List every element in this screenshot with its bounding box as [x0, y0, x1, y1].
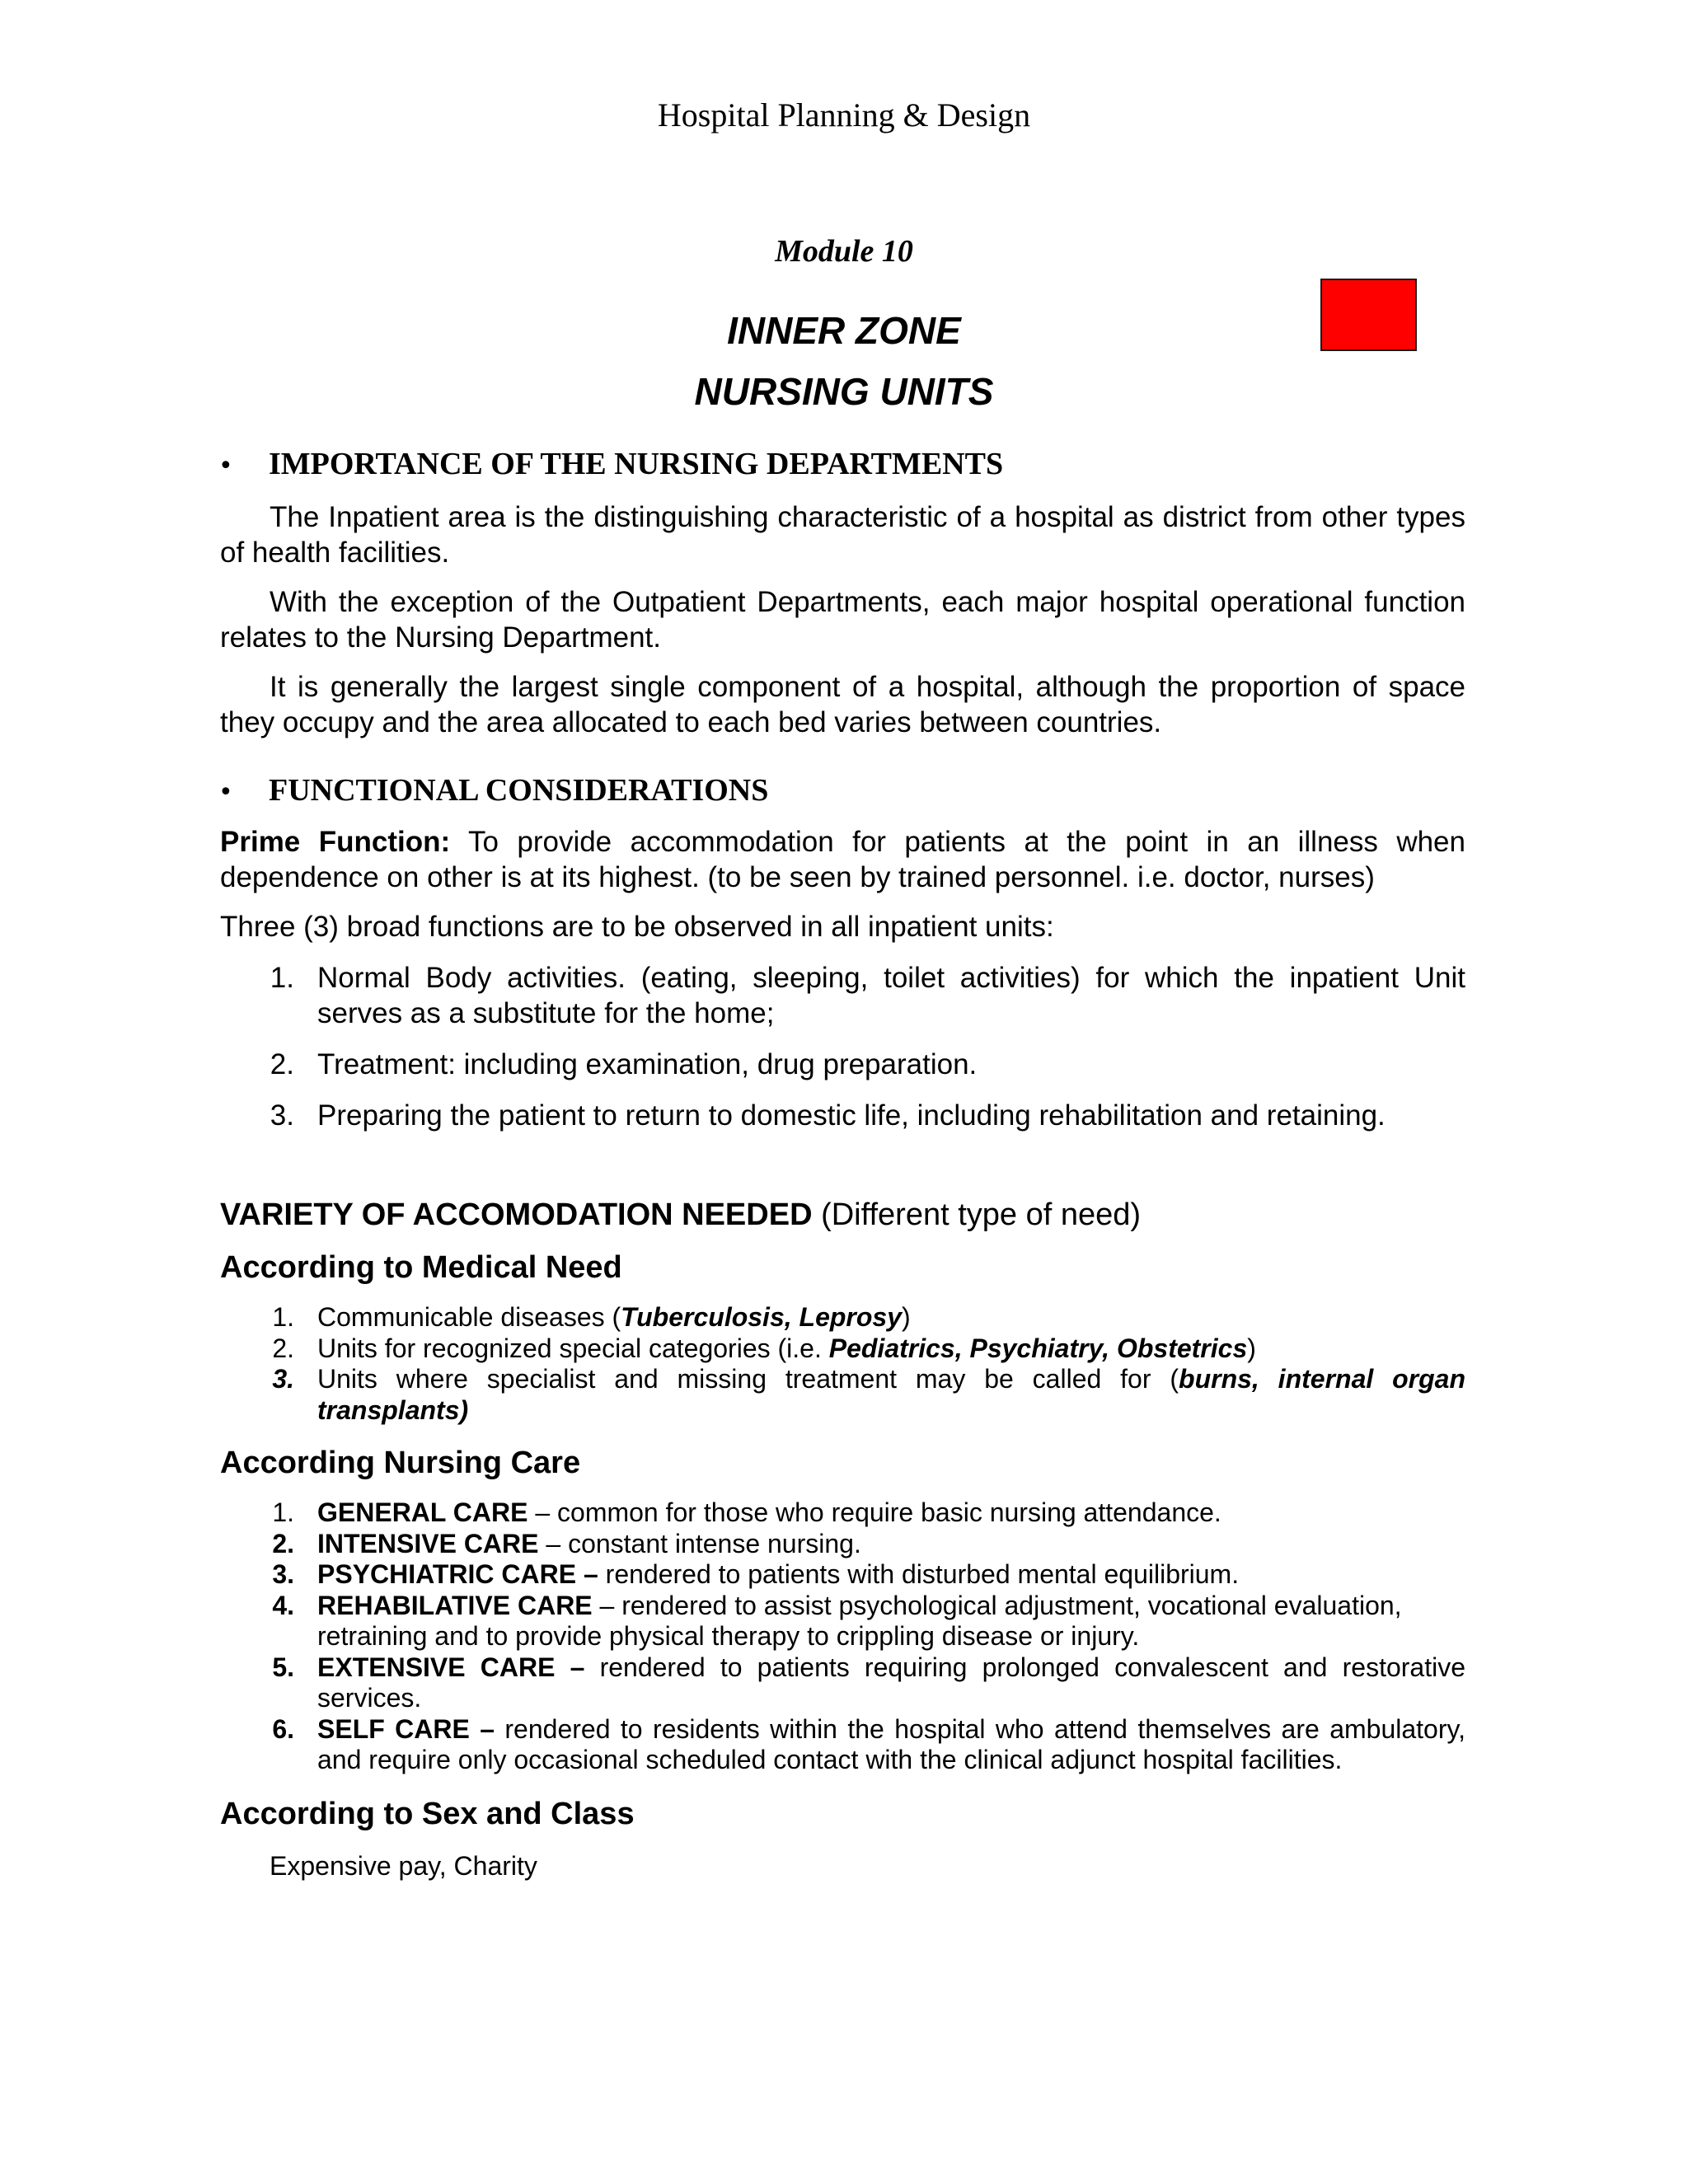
care-description: rendered to residents within the hospital who attend themselves are ambulatory, and require only occasional scheduled contact with the clinical adjunct hospital facilities. [317, 1713, 1466, 1774]
list-text [317, 1591, 1465, 1652]
list-text: Normal Body activities. (eating, sleeping, toilet activities) for which the inpatient Unit serves as a substitute for the home; [317, 962, 1465, 1029]
sex-class-heading: According to Sex and Class [220, 1797, 635, 1831]
sex-class-text: Expensive pay, Charity [270, 1851, 537, 1881]
list-item [220, 1529, 1465, 1560]
list-number: 3. [270, 1099, 294, 1132]
broad-functions-list [220, 960, 1465, 1149]
list-text [317, 1364, 1465, 1426]
care-label: GENERAL CARE [317, 1497, 528, 1527]
list-number: 2. [270, 1048, 294, 1080]
list-item [220, 1047, 1465, 1082]
care-label: INTENSIVE CARE [317, 1528, 539, 1558]
list-text [317, 1529, 1465, 1560]
functions-intro: Three (3) broad functions are to be observed in all inpatient units: [220, 911, 1054, 943]
section-heading-importance [218, 446, 1003, 482]
bullet-icon: • [218, 778, 233, 807]
module-label: Module 10 [775, 234, 913, 269]
list-item [220, 1591, 1465, 1652]
importance-paragraph: With the exception of the Outpatient Departments, each major hospital operational function relates to the Nursing Department. [220, 586, 1465, 654]
list-number: 6. [272, 1713, 294, 1744]
list-text-part: ) [1247, 1333, 1256, 1363]
list-text-emphasis: Tuberculosis, Leprosy [621, 1302, 902, 1332]
list-item [220, 1333, 1465, 1365]
importance-paragraph: The Inpatient area is the distinguishing characteristic of a hospital as district from other types of health facilities. [220, 501, 1465, 569]
list-item [220, 1714, 1465, 1776]
care-description: – rendered to assist psychological adjustment, vocational evaluation, retraining and to provide physical therapy to crippling disease or injury. [317, 1590, 1402, 1651]
list-number: 1. [272, 1497, 294, 1527]
list-text-part: Communicable diseases ( [317, 1302, 621, 1332]
list-item [220, 1652, 1465, 1714]
list-number: 3. [272, 1364, 294, 1394]
section-heading-functional [218, 772, 768, 808]
list-text: Preparing the patient to return to domestic life, including rehabilitation and retaining. [317, 1099, 1386, 1132]
running-header: Hospital Planning & Design [657, 96, 1031, 134]
medical-need-list [220, 1302, 1465, 1426]
prime-function-label: Prime Function: [220, 826, 451, 858]
list-text-emphasis: Pediatrics, Psychiatry, Obstetrics [828, 1333, 1248, 1363]
list-number: 1. [270, 962, 294, 994]
care-label: SELF CARE – [317, 1713, 495, 1744]
list-text-emphasis: burns, internal organ transplants) [317, 1364, 1466, 1425]
list-number: 4. [272, 1590, 294, 1620]
care-description: – common for those who require basic nursing attendance. [528, 1497, 1221, 1527]
list-item [220, 960, 1465, 1031]
list-text [317, 1714, 1465, 1776]
title-inner-zone: INNER ZONE [727, 309, 961, 352]
heading-text: IMPORTANCE OF THE NURSING DEPARTMENTS [269, 447, 1004, 481]
medical-need-heading: According to Medical Need [220, 1250, 622, 1285]
list-text-part: Units where specialist and missing treatment may be called for ( [317, 1364, 1179, 1394]
list-text [317, 1302, 1465, 1333]
list-number: 2. [272, 1333, 294, 1363]
nursing-care-list [220, 1497, 1465, 1776]
list-text-part: ) [902, 1302, 911, 1332]
variety-heading-note: (Different type of need) [812, 1197, 1142, 1232]
care-description: rendered to patients requiring prolonged convalescent and restorative services. [317, 1652, 1465, 1713]
list-item [220, 1497, 1465, 1529]
list-item [220, 1098, 1465, 1133]
heading-text: FUNCTIONAL CONSIDERATIONS [269, 773, 769, 808]
list-item [220, 1559, 1465, 1591]
care-label: REHABILATIVE CARE [317, 1590, 593, 1620]
care-label: PSYCHIATRIC CARE – [317, 1559, 598, 1589]
list-number: 2. [272, 1528, 294, 1558]
list-text [317, 1559, 1465, 1591]
list-text-part: Units for recognized special categories (i.e. [317, 1333, 829, 1363]
list-text [317, 1497, 1465, 1529]
list-item [220, 1364, 1465, 1426]
list-number: 5. [272, 1652, 294, 1682]
list-text [317, 1652, 1465, 1714]
list-number: 1. [272, 1302, 294, 1332]
importance-paragraph: It is generally the largest single component of a hospital, although the proportion of space they occupy and the area allocated to each bed varies between countries. [220, 671, 1465, 738]
variety-heading [220, 1197, 1141, 1233]
variety-heading-bold: VARIETY OF ACCOMODATION NEEDED [220, 1197, 813, 1232]
red-marker-box [1320, 279, 1417, 351]
care-description: – constant intense nursing. [538, 1528, 861, 1558]
list-text: Treatment: including examination, drug preparation. [317, 1048, 978, 1080]
bullet-icon: • [218, 452, 233, 480]
list-text [317, 1333, 1465, 1365]
list-number: 3. [272, 1559, 294, 1589]
care-description: rendered to patients with disturbed mental equilibrium. [598, 1559, 1240, 1589]
nursing-care-heading: According Nursing Care [220, 1446, 581, 1480]
care-label: EXTENSIVE CARE – [317, 1652, 585, 1682]
prime-function-paragraph [220, 824, 1465, 895]
prime-function-text: To provide accommodation for patients at the point in an illness when dependence on other is at its highest. (to be seen by trained personnel. i.e. doctor, nurses) [220, 826, 1465, 893]
title-nursing-units: NURSING UNITS [694, 370, 994, 413]
list-item [220, 1302, 1465, 1333]
